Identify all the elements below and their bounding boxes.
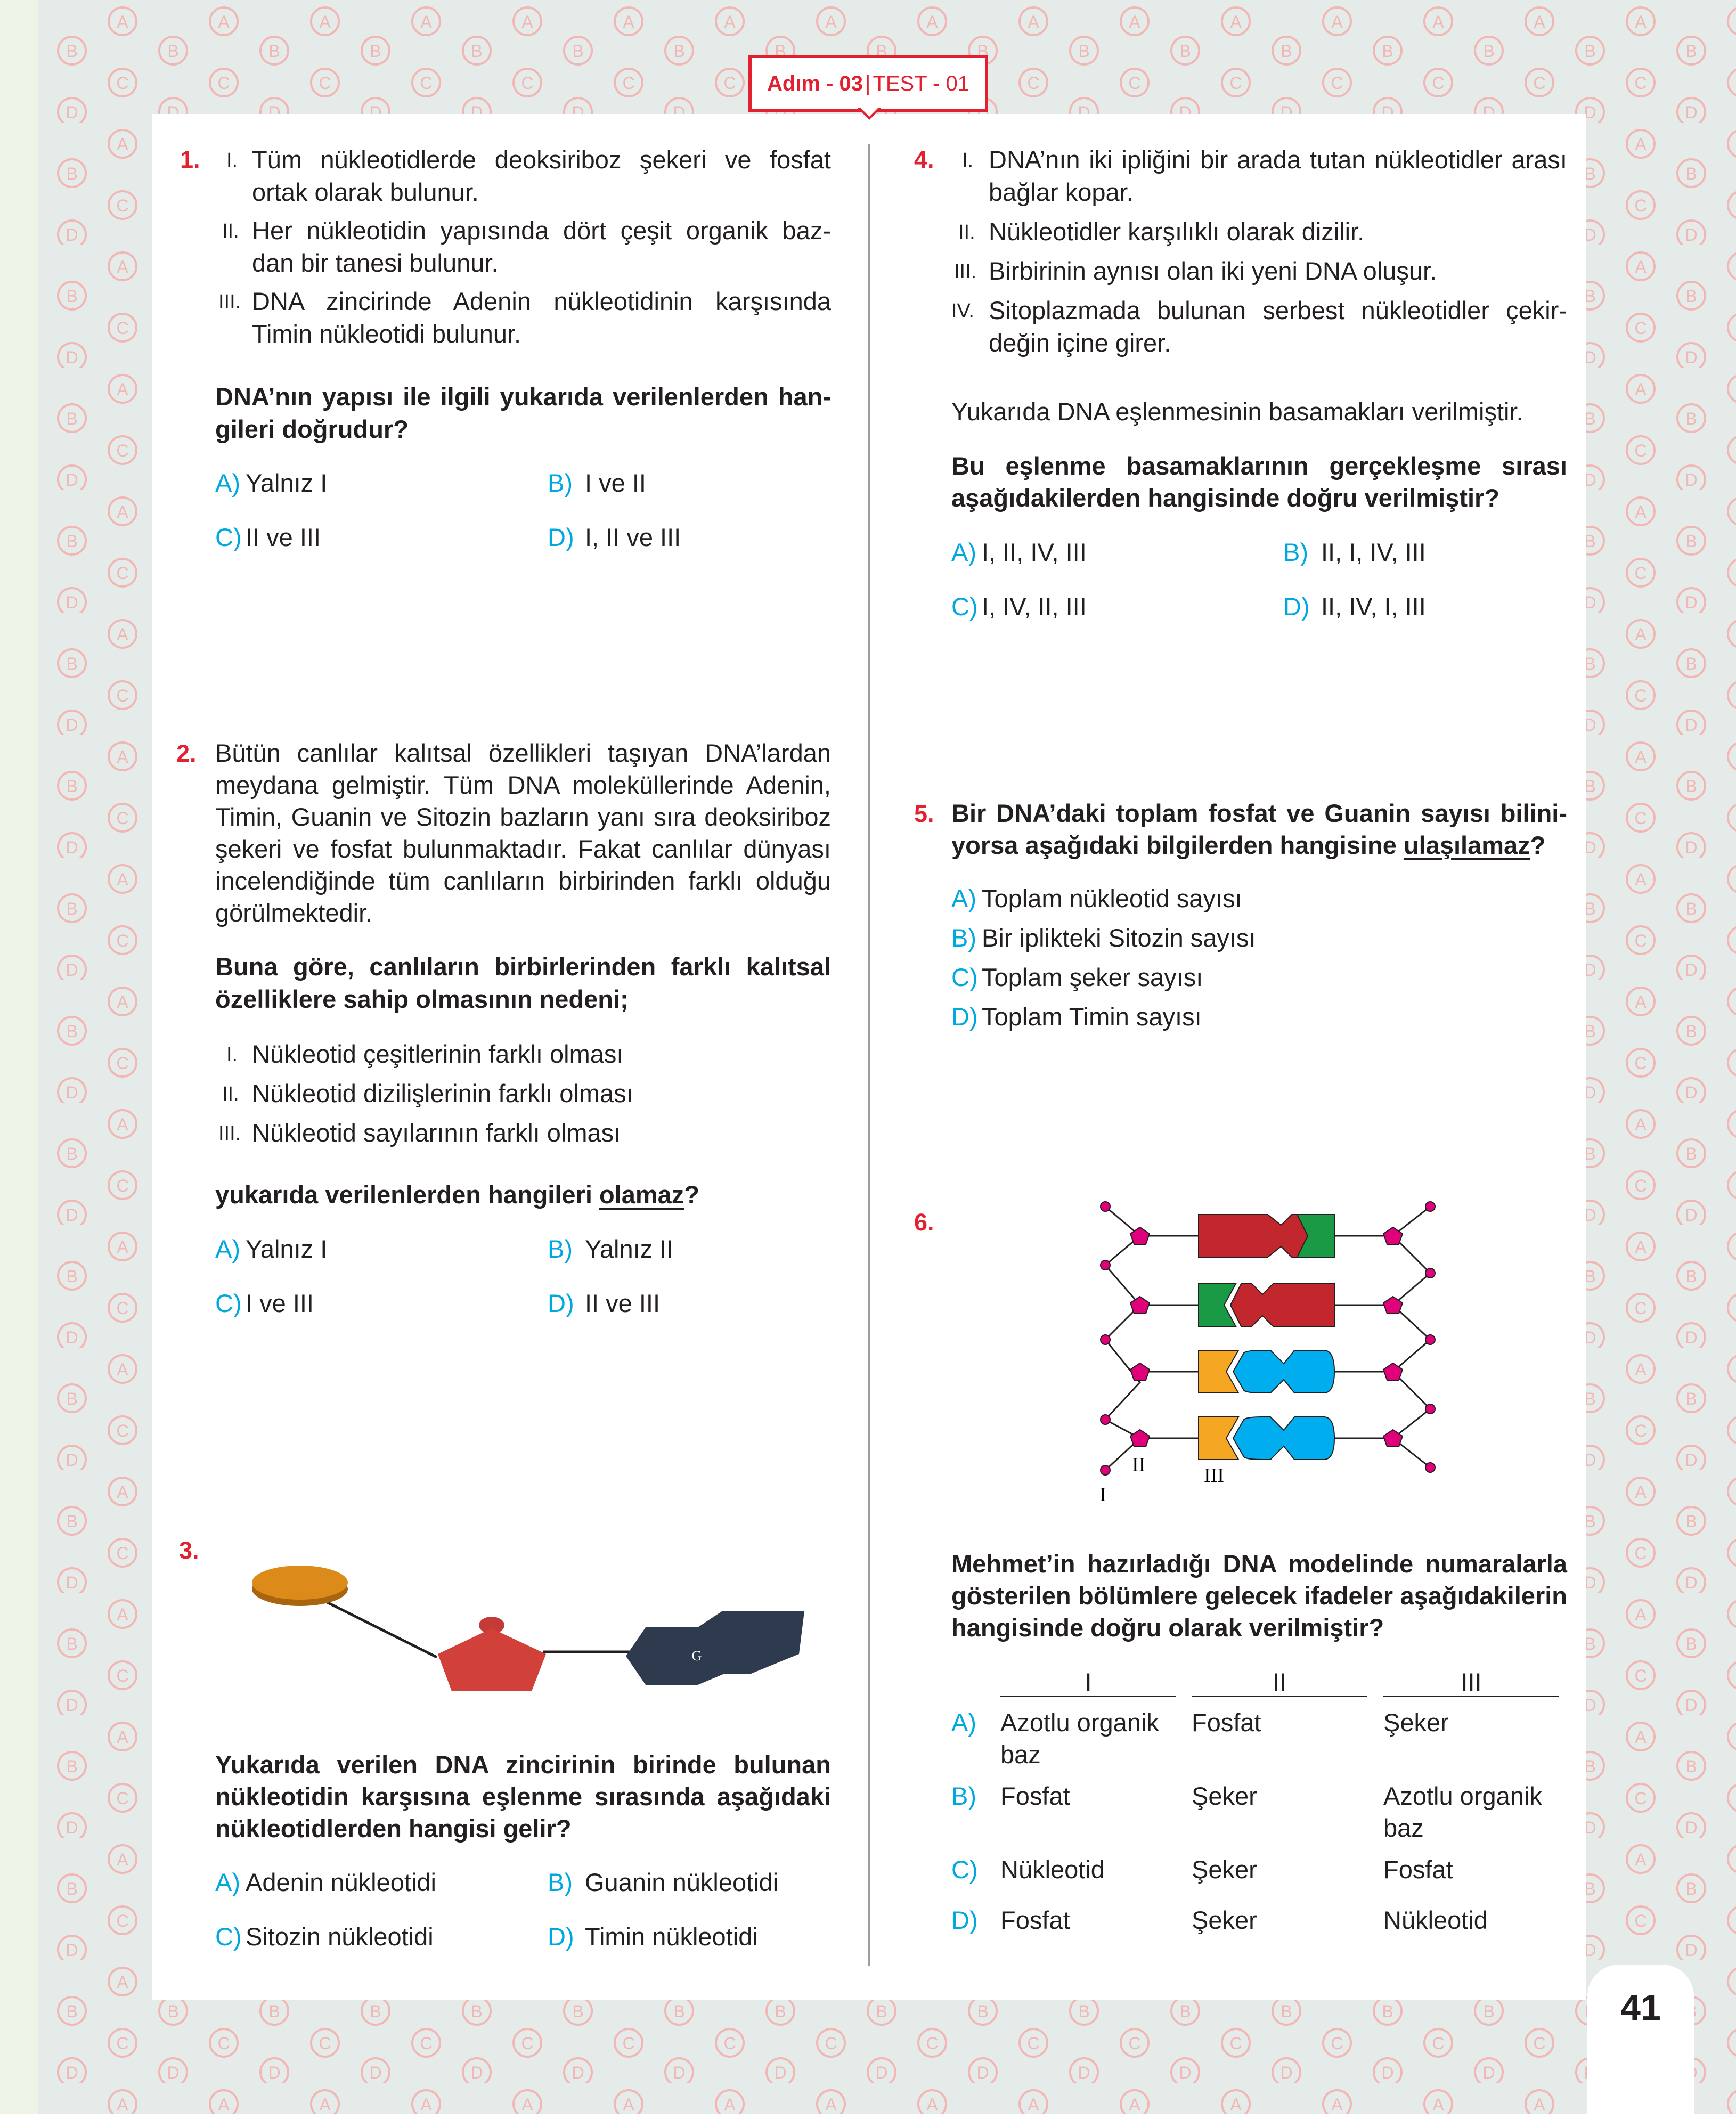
option-d-key[interactable]: D) — [1283, 592, 1310, 621]
table-cell: baz — [1000, 1740, 1041, 1768]
option-c-key[interactable]: C) — [951, 1855, 978, 1884]
question-stem: Bu eşlenme basamaklarının gerçekleşme sırası — [951, 452, 1567, 480]
question-number: 4. — [914, 146, 934, 173]
option-c-text[interactable]: Sitozin nükleotidi — [246, 1922, 434, 1951]
stem-underlined: ulaşılamaz — [1403, 831, 1530, 859]
option-d-key[interactable]: D) — [548, 1289, 574, 1317]
question-number: 1. — [180, 146, 200, 173]
option-c-key[interactable]: C) — [951, 963, 978, 991]
roman-numeral: I. — [226, 1044, 238, 1066]
header-separator: | — [865, 71, 871, 95]
option-c-key[interactable]: C) — [215, 1922, 242, 1951]
label-i: I — [1099, 1484, 1106, 1506]
option-c-key[interactable]: C) — [215, 1289, 242, 1317]
option-b-text[interactable]: Bir iplikteki Sitozin sayısı — [982, 924, 1256, 952]
option-d-text[interactable]: I, II ve III — [585, 523, 681, 551]
table-cell: Şeker — [1192, 1906, 1257, 1934]
roman-numeral: IV. — [951, 300, 974, 322]
stem-underlined: olamaz — [599, 1180, 684, 1209]
stem-end: ? — [684, 1180, 700, 1209]
option-a-key[interactable]: A) — [215, 1868, 240, 1896]
option-b-text[interactable]: Guanin nükleotidi — [585, 1868, 779, 1896]
label-ii: II — [1132, 1454, 1146, 1476]
option-a-key[interactable]: A) — [215, 469, 240, 497]
question-stem — [951, 829, 1545, 861]
statement-line: Tüm nükleotidlerde deoksiriboz şekeri ve fosfat — [252, 145, 831, 174]
table-cell: Şeker — [1383, 1708, 1449, 1737]
test-header — [748, 55, 988, 112]
question-stem: Mehmet’in hazırladığı DNA modelinde numaralarla — [951, 1550, 1567, 1578]
option-a-text[interactable]: Yalnız I — [246, 469, 328, 497]
nucleotide-diagram — [245, 1553, 810, 1691]
option-a-key[interactable]: A) — [951, 538, 976, 566]
question-stem: hangisinde doğru olarak verilmiştir? — [951, 1613, 1384, 1642]
column-header-ii: II — [1192, 1669, 1367, 1697]
column-header-i: I — [1000, 1669, 1176, 1697]
statement-line: DNA’nın iki ipliğini bir arada tutan nükleotidler arası — [989, 145, 1567, 174]
page-number: 41 — [1620, 1987, 1661, 2028]
stem-end: ? — [1530, 831, 1546, 859]
column-divider — [868, 144, 870, 1966]
table-cell: Fosfat — [1383, 1855, 1453, 1884]
statement-line: Timin nükleotidi bulunur. — [252, 320, 521, 348]
option-b-key[interactable]: B) — [548, 469, 573, 497]
question-stem-2 — [215, 1178, 699, 1211]
question-number: 3. — [179, 1537, 199, 1564]
table-cell: Fosfat — [1192, 1708, 1261, 1737]
option-d-key[interactable]: D) — [548, 1922, 574, 1951]
statement-line: Nükleotid sayılarının farklı olması — [252, 1119, 621, 1147]
roman-numeral: III. — [218, 1122, 241, 1145]
roman-numeral: I. — [226, 149, 238, 172]
question-stem: özelliklere sahip olmasının nedeni; — [215, 985, 629, 1013]
paragraph-line: meydana gelmiştir. Tüm DNA moleküllerinde Adenin, — [215, 771, 831, 799]
roman-numeral: I. — [962, 149, 974, 172]
option-b-key[interactable]: B) — [548, 1235, 573, 1263]
option-d-key[interactable]: D) — [951, 1003, 978, 1031]
statement-line: ortak olarak bulunur. — [252, 178, 479, 206]
phosphate-disc — [252, 1566, 348, 1606]
statement-line: dan bir tanesi bulunur. — [252, 249, 499, 277]
paragraph-line: görülmektedir. — [215, 899, 373, 927]
paragraph-line: incelendiğinde tüm canlıların birbirinden farklı olduğu — [215, 867, 831, 895]
table-cell: Nükleotid — [1383, 1906, 1488, 1934]
option-d-text[interactable]: II ve III — [585, 1289, 661, 1317]
option-d-key[interactable]: D) — [951, 1906, 978, 1934]
paragraph-line: şekeri ve fosfat bulunmaktadır. Fakat canlılar dünyası — [215, 835, 831, 863]
paragraph-line: Bütün canlılar kalıtsal özellikleri taşıyan DNA’lardan — [215, 739, 831, 767]
option-b-text[interactable]: Yalnız II — [585, 1235, 674, 1263]
label-iii: III — [1204, 1464, 1224, 1487]
column-header-iii: III — [1383, 1669, 1559, 1697]
option-a-text[interactable]: Toplam nükleotid sayısı — [982, 884, 1242, 912]
option-b-key[interactable]: B) — [951, 1782, 976, 1810]
roman-numeral: III. — [218, 291, 241, 313]
option-b-text[interactable]: I ve II — [585, 469, 646, 497]
question-number: 2. — [176, 740, 197, 767]
option-c-key[interactable]: C) — [951, 592, 978, 621]
table-cell: Azotlu organik — [1383, 1782, 1542, 1810]
guanine-base — [626, 1611, 804, 1685]
option-a-key[interactable]: A) — [215, 1235, 240, 1263]
step-label: Adım - 03 — [767, 71, 863, 95]
question-stem: nükleotidin karşısına eşlenme sırasında aşağıdaki — [215, 1782, 831, 1811]
table-cell: Fosfat — [1000, 1782, 1070, 1810]
roman-numeral: II. — [958, 221, 975, 243]
option-c-key[interactable]: C) — [215, 523, 242, 551]
deoxyribose-pentagon — [438, 1617, 546, 1691]
question-stem: aşağıdakilerden hangisinde doğru verilmiştir? — [951, 484, 1500, 512]
table-cell: baz — [1383, 1814, 1424, 1842]
table-cell: Fosfat — [1000, 1906, 1070, 1934]
table-cell: Şeker — [1192, 1782, 1257, 1810]
statement-line: Nükleotidler karşılıklı olarak dizilir. — [989, 217, 1365, 246]
statement-line: Birbirinin aynısı olan iki yeni DNA oluşur. — [989, 257, 1437, 285]
option-a-key[interactable]: A) — [951, 1708, 976, 1737]
left-edge-strip — [0, 0, 38, 2114]
question-number: 6. — [914, 1209, 934, 1236]
statement-line: değin içine girer. — [989, 329, 1171, 357]
option-a-key[interactable]: A) — [951, 884, 976, 912]
statement-line: DNA zincirinde Adenin nükleotidinin karşısında — [252, 287, 831, 315]
table-cell: Nükleotid — [1000, 1855, 1105, 1884]
option-b-key[interactable]: B) — [951, 924, 976, 952]
option-c-text[interactable]: II ve III — [246, 523, 321, 551]
info-line: Yukarıda DNA eşlenmesinin basamakları verilmiştir. — [951, 397, 1523, 426]
statement-line: bağlar kopar. — [989, 178, 1134, 206]
test-label: TEST - 01 — [873, 71, 969, 95]
question-stem: nükleotidlerden hangisi gelir? — [215, 1814, 572, 1843]
option-c-text[interactable]: Toplam şeker sayısı — [982, 963, 1203, 991]
option-a-text[interactable]: Adenin nükleotidi — [246, 1868, 436, 1896]
question-stem: gösterilen bölümlere gelecek ifadeler aşağıdakilerin — [951, 1582, 1567, 1610]
stem-text: yukarıda verilenlerden hangileri — [215, 1180, 599, 1209]
statement-line: Sitoplazmada bulunan serbest nükleotidler çekir- — [989, 296, 1567, 324]
option-b-text[interactable]: II, I, IV, III — [1321, 538, 1426, 566]
stem-text: yorsa aşağıdaki bilgilerden hangisine — [951, 831, 1404, 859]
question-stem: Buna göre, canlıların birbirlerinden farklı kalıtsal — [215, 952, 831, 981]
option-d-text[interactable]: Toplam Timin sayısı — [982, 1003, 1202, 1031]
roman-numeral: II. — [222, 220, 239, 242]
header-pointer-inner — [861, 108, 878, 117]
dna-model-diagram — [1087, 1193, 1460, 1513]
question-stem: gileri doğrudur? — [215, 415, 409, 443]
table-cell: Azotlu organik — [1000, 1708, 1159, 1737]
paragraph-line: Timin, Guanin ve Sitozin bazların yanı sıra deoksiriboz — [215, 803, 831, 831]
statement-line: Nükleotid çeşitlerinin farklı olması — [252, 1040, 624, 1068]
statement-line: Her nükleotidin yapısında dört çeşit organik baz- — [252, 216, 831, 244]
question-stem: Yukarıda verilen DNA zincirinin birinde bulunan — [215, 1750, 831, 1779]
option-c-text[interactable]: I, IV, II, III — [982, 592, 1087, 621]
option-a-text[interactable]: I, II, IV, III — [982, 538, 1087, 566]
option-d-key[interactable]: D) — [548, 523, 574, 551]
roman-numeral: III. — [954, 260, 977, 283]
roman-numeral: II. — [222, 1083, 239, 1105]
option-b-key[interactable]: B) — [1283, 538, 1308, 566]
option-a-text[interactable]: Yalnız I — [246, 1235, 328, 1263]
option-d-text[interactable]: II, IV, I, III — [1321, 592, 1426, 621]
question-number: 5. — [914, 800, 934, 827]
option-d-text[interactable]: Timin nükleotidi — [585, 1922, 758, 1951]
option-b-key[interactable]: B) — [548, 1868, 573, 1896]
base-label: G — [691, 1648, 702, 1664]
table-cell: Şeker — [1192, 1855, 1257, 1884]
option-c-text[interactable]: I ve III — [246, 1289, 314, 1317]
statement-line: Nükleotid dizilişlerinin farklı olması — [252, 1079, 633, 1107]
sugar-pentagons — [1130, 1227, 1403, 1447]
question-stem: DNA’nın yapısı ile ilgili yukarıda verilenlerden han- — [215, 382, 831, 411]
question-stem: Bir DNA’daki toplam fosfat ve Guanin sayısı bilini- — [951, 799, 1567, 827]
